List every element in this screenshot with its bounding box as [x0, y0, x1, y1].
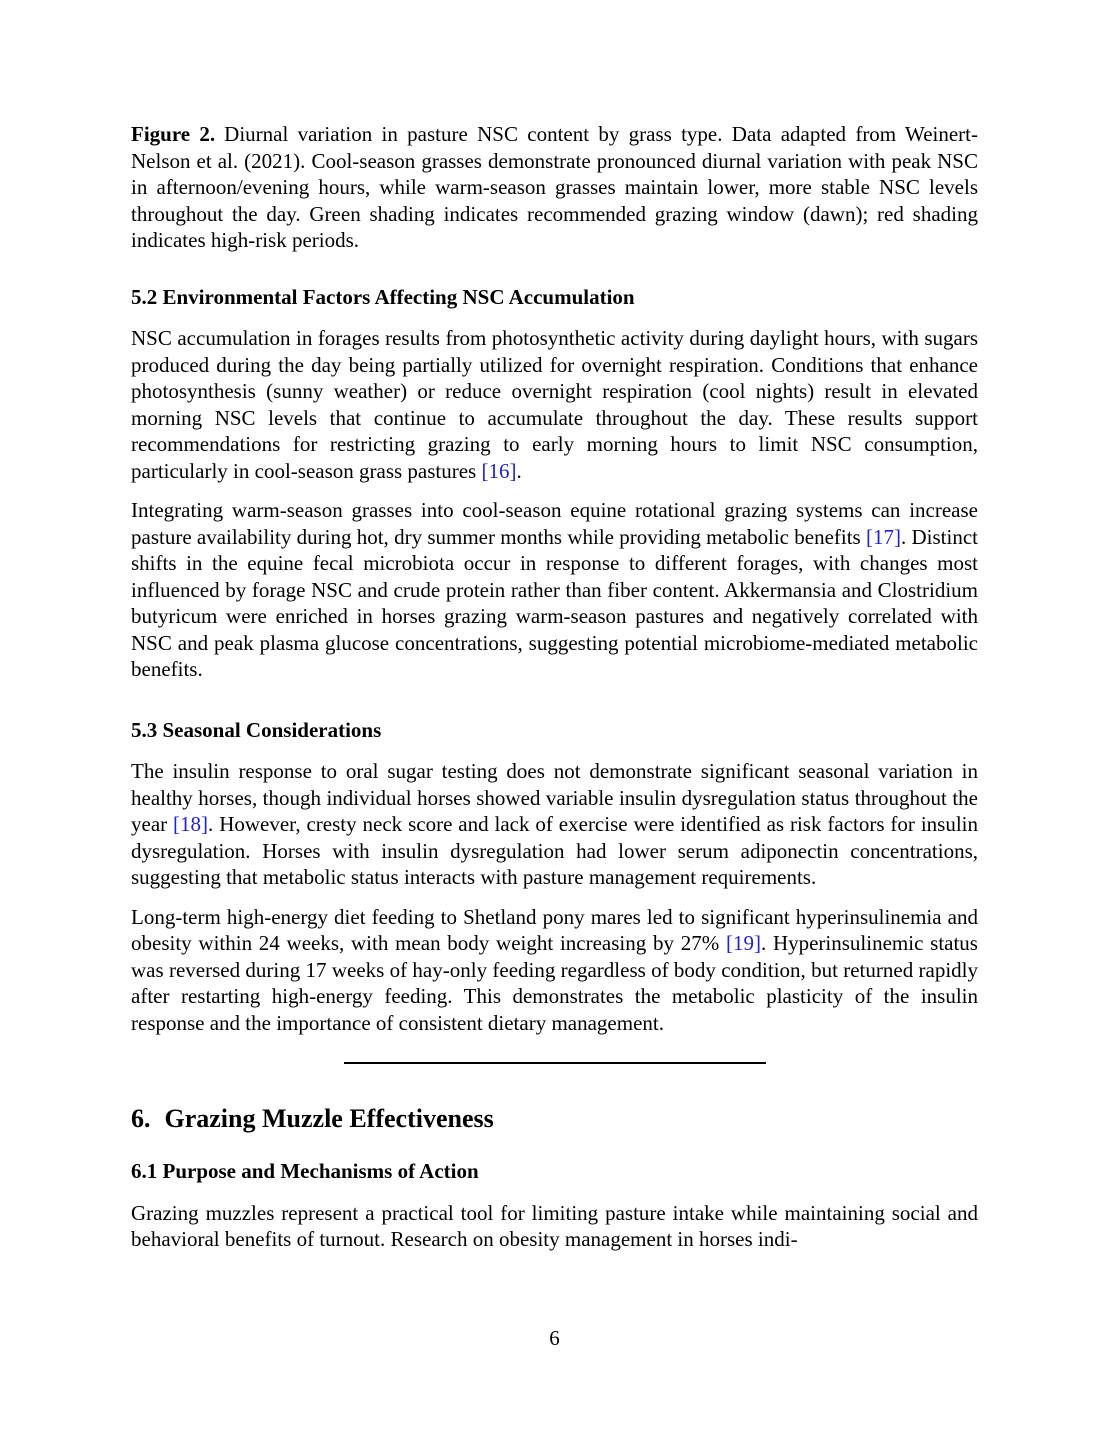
paragraph-text: Long-term high-energy diet feeding to Shetland pony mares led to significant hyperinsulinemia and obesity within 24 weeks, with mean body weight increasing by 27% — [131, 904, 978, 955]
heading-5-2: 5.2 Environmental Factors Affecting NSC Accumulation — [131, 284, 635, 309]
page-number: 6 — [549, 1326, 560, 1350]
paragraph-nsc-accumulation — [131, 325, 978, 484]
heading-5-3: 5.3 Seasonal Considerations — [131, 717, 382, 742]
figure-caption — [131, 121, 978, 254]
citation-link-17[interactable]: [17] — [866, 524, 901, 549]
citation-link-19[interactable]: [19] — [725, 931, 761, 955]
paragraph-warm-season-integration — [131, 497, 978, 683]
paragraph-text: NSC accumulation in forages results from photosynthetic activity during daylight hours, with sugars produced during the day being partially utilized for overnight respiration. Conditions that enhance photosynthesis (sunny weather) or reduce overnight respiration (cool nights) result in elevated morning NSC levels that continue to accumulate throughout the day. These results support recommendations for restricting grazing to early morning hours to limit NSC consumption, particularly in cool-season grass pastures — [131, 326, 978, 483]
figure-caption-label: Figure 2. — [131, 122, 216, 146]
paragraph-shetland-pony — [131, 904, 978, 1037]
paragraph-text: . Distinct shifts in the equine fecal microbiota occur in response to different forages, with changes most influenced by forage NSC and crude protein rather than fiber content. Akkermansia and Clostridium butyricum were enriched in horses grazing warm-season pastures and negatively correlated with NSC and peak plasma glucose concentrations, suggesting potential microbiome-mediated metabolic benefits. — [131, 524, 979, 681]
figure-caption-text: Diurnal variation in pasture NSC content by grass type. Data adapted from Weinert-Nelson et al. (2021). Cool-season grasses demonstrate pronounced diurnal variation with peak NSC in afternoon/evening hours, while warm-season grasses maintain lower, more stable NSC levels throughout the day. Green shading indicates recommended grazing window (dawn); red shading indicates high-risk periods. — [131, 122, 978, 252]
page-content — [131, 121, 978, 1253]
paragraph-text: Integrating warm-season grasses into cool-season equine rotational grazing systems can increase pasture availability during hot, dry summer months while providing metabolic benefits — [131, 498, 978, 549]
paragraph-text: . — [516, 458, 522, 483]
heading-6-1: 6.1 Purpose and Mechanisms of Action — [131, 1159, 479, 1183]
citation-link-18[interactable]: [18] — [173, 812, 209, 836]
paragraph-text: The insulin response to oral sugar testing does not demonstrate significant seasonal variation in healthy horses, though individual horses showed variable insulin dysregulation status throughout the year — [131, 759, 978, 836]
section-number: 6. — [131, 1104, 151, 1133]
paragraph-text: . However, cresty neck score and lack of exercise were identified as risk factors for insulin dysregulation. Horses with insulin dysregulation had lower serum adiponectin concentrations, suggesting that metabolic status interacts with pasture management requirements. — [131, 812, 978, 889]
paragraph-grazing-muzzles: Grazing muzzles represent a practical tool for limiting pasture intake while maintaining social and behavioral benefits of turnout. Research on obesity management in horses indi- — [131, 1200, 978, 1251]
paragraph-insulin-seasonal — [131, 758, 978, 891]
section-divider-rule — [344, 1062, 766, 1064]
citation-link-16[interactable]: [16] — [481, 458, 517, 483]
paragraph-text: . Hyperinsulinemic status was reversed during 17 weeks of hay-only feeding regardless of body condition, but returned rapidly after restarting high-energy feeding. This demonstrates the metabolic plasticity of the insulin response and the importance of consistent dietary management. — [131, 931, 978, 1035]
section-title: Grazing Muzzle Effectiveness — [164, 1104, 494, 1133]
heading-6 — [131, 1102, 978, 1136]
